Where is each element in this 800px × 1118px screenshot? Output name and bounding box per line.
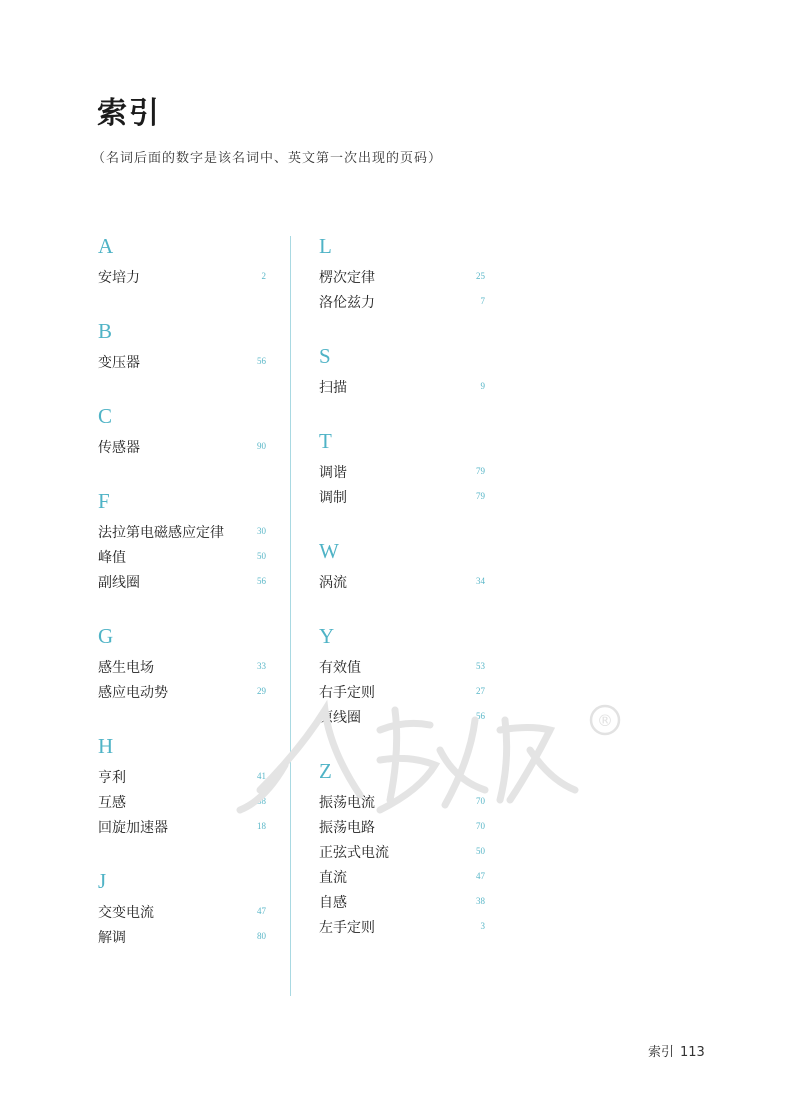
index-entry: [319, 376, 485, 401]
index-entry: [98, 901, 268, 926]
index-letter-heading: L: [319, 234, 332, 258]
index-page-number: 33: [257, 661, 266, 671]
index-page-number: 7: [480, 296, 485, 306]
index-term: 感应电动势: [98, 685, 168, 701]
index-page-number: 80: [257, 931, 266, 941]
index-term: 扫描: [319, 380, 347, 396]
index-group-b: [98, 319, 268, 376]
index-term: 涡流: [319, 575, 347, 591]
index-term: 洛伦兹力: [319, 295, 375, 311]
index-letter-heading: J: [98, 869, 107, 893]
index-entry: [98, 816, 268, 841]
footer-page-number: 113: [680, 1045, 705, 1060]
index-entry: [98, 546, 268, 571]
index-entry: [319, 866, 485, 891]
index-letter-heading: C: [98, 404, 113, 428]
index-page-number: 38: [257, 796, 266, 806]
index-group-l: [319, 234, 485, 316]
index-group-y: [319, 624, 485, 731]
index-page-number: 79: [476, 466, 485, 476]
index-entry: [98, 571, 268, 596]
index-term: 互感: [98, 795, 126, 811]
index-term: 变压器: [98, 355, 140, 371]
index-page-number: 27: [476, 686, 485, 696]
index-letter-heading: Z: [319, 759, 332, 783]
index-entry: [319, 841, 485, 866]
index-term: 自感: [319, 895, 347, 911]
index-page-number: 50: [257, 551, 266, 561]
index-column-right: [319, 234, 485, 941]
page-subtitle: （名词后面的数字是该名词中、英文第一次出现的页码）: [92, 151, 443, 166]
index-term: 左手定则: [319, 920, 375, 936]
index-column-left: [98, 234, 268, 951]
index-term: 有效值: [319, 660, 361, 676]
index-entry: [98, 521, 268, 546]
index-letter-heading: S: [319, 344, 331, 368]
index-entry: [98, 436, 268, 461]
registered-mark: ®: [597, 711, 613, 730]
index-entry: [98, 926, 268, 951]
index-group-s: [319, 344, 485, 401]
index-page-number: 38: [476, 896, 485, 906]
index-group-z: [319, 759, 485, 941]
page-footer: [648, 1041, 705, 1060]
index-term: 楞次定律: [319, 270, 375, 286]
index-entry: [319, 486, 485, 511]
index-letter-heading: A: [98, 234, 114, 258]
index-page-number: 56: [476, 711, 485, 721]
index-entry: [98, 681, 268, 706]
index-page-number: 56: [257, 576, 266, 586]
index-page-number: 18: [257, 821, 266, 831]
index-term: 振荡电流: [319, 795, 375, 811]
index-group-g: [98, 624, 268, 706]
index-page-number: 79: [476, 491, 485, 501]
index-page-number: 70: [476, 796, 485, 806]
index-page-number: 56: [257, 356, 266, 366]
index-group-f: [98, 489, 268, 596]
index-term: 感生电场: [98, 660, 154, 676]
footer-label: 索引: [648, 1045, 675, 1060]
index-term: 调谐: [319, 465, 347, 481]
index-term: 直流: [319, 870, 347, 886]
index-entry: [319, 571, 485, 596]
column-divider: [290, 236, 291, 996]
index-term: 传感器: [98, 440, 140, 456]
index-entry: [98, 766, 268, 791]
index-entry: [319, 681, 485, 706]
index-entry: [98, 351, 268, 376]
index-page-number: 41: [257, 771, 266, 781]
index-page-number: 25: [476, 271, 485, 281]
index-page-number: 30: [257, 526, 266, 536]
index-term: 安培力: [98, 270, 140, 286]
index-page-number: 70: [476, 821, 485, 831]
index-term: 振荡电路: [319, 820, 375, 836]
index-term: 回旋加速器: [98, 820, 168, 836]
index-entry: [319, 891, 485, 916]
index-term: 亨利: [98, 770, 126, 786]
index-entry: [319, 816, 485, 841]
index-letter-heading: W: [319, 539, 339, 563]
index-page-number: 29: [257, 686, 266, 696]
index-letter-heading: T: [319, 429, 332, 453]
index-group-t: [319, 429, 485, 511]
index-entry: [319, 706, 485, 731]
index-term: 解调: [98, 930, 126, 946]
index-letter-heading: H: [98, 734, 114, 758]
index-term: 法拉第电磁感应定律: [98, 525, 224, 541]
index-term: 右手定则: [319, 685, 375, 701]
index-page-number: 34: [476, 576, 485, 586]
index-page-number: 9: [480, 381, 485, 391]
index-entry: [319, 656, 485, 681]
index-entry: [98, 266, 268, 291]
index-term: 副线圈: [98, 575, 140, 591]
index-group-h: [98, 734, 268, 841]
index-term: 正弦式电流: [319, 845, 389, 861]
index-letter-heading: F: [98, 489, 110, 513]
index-page-number: 90: [257, 441, 266, 451]
index-group-a: [98, 234, 268, 291]
index-letter-heading: G: [98, 624, 114, 648]
index-letter-heading: Y: [319, 624, 335, 648]
index-term: 交变电流: [98, 905, 154, 921]
index-letter-heading: B: [98, 319, 113, 343]
index-term: 峰值: [98, 550, 126, 566]
index-entry: [319, 791, 485, 816]
page-title: 索引: [97, 96, 161, 131]
index-entry: [319, 461, 485, 486]
index-group-j: [98, 869, 268, 951]
index-entry: [98, 791, 268, 816]
index-entry: [319, 916, 485, 941]
index-group-w: [319, 539, 485, 596]
index-page-number: 2: [261, 271, 266, 281]
index-page-number: 47: [257, 906, 266, 916]
index-page-number: 53: [476, 661, 485, 671]
index-entry: [98, 656, 268, 681]
index-page-number: 3: [480, 921, 485, 931]
index-entry: [319, 291, 485, 316]
index-term: 原线圈: [319, 710, 361, 726]
index-page-number: 47: [476, 871, 485, 881]
index-page-number: 50: [476, 846, 485, 856]
index-group-c: [98, 404, 268, 461]
index-term: 调制: [319, 490, 347, 506]
index-entry: [319, 266, 485, 291]
